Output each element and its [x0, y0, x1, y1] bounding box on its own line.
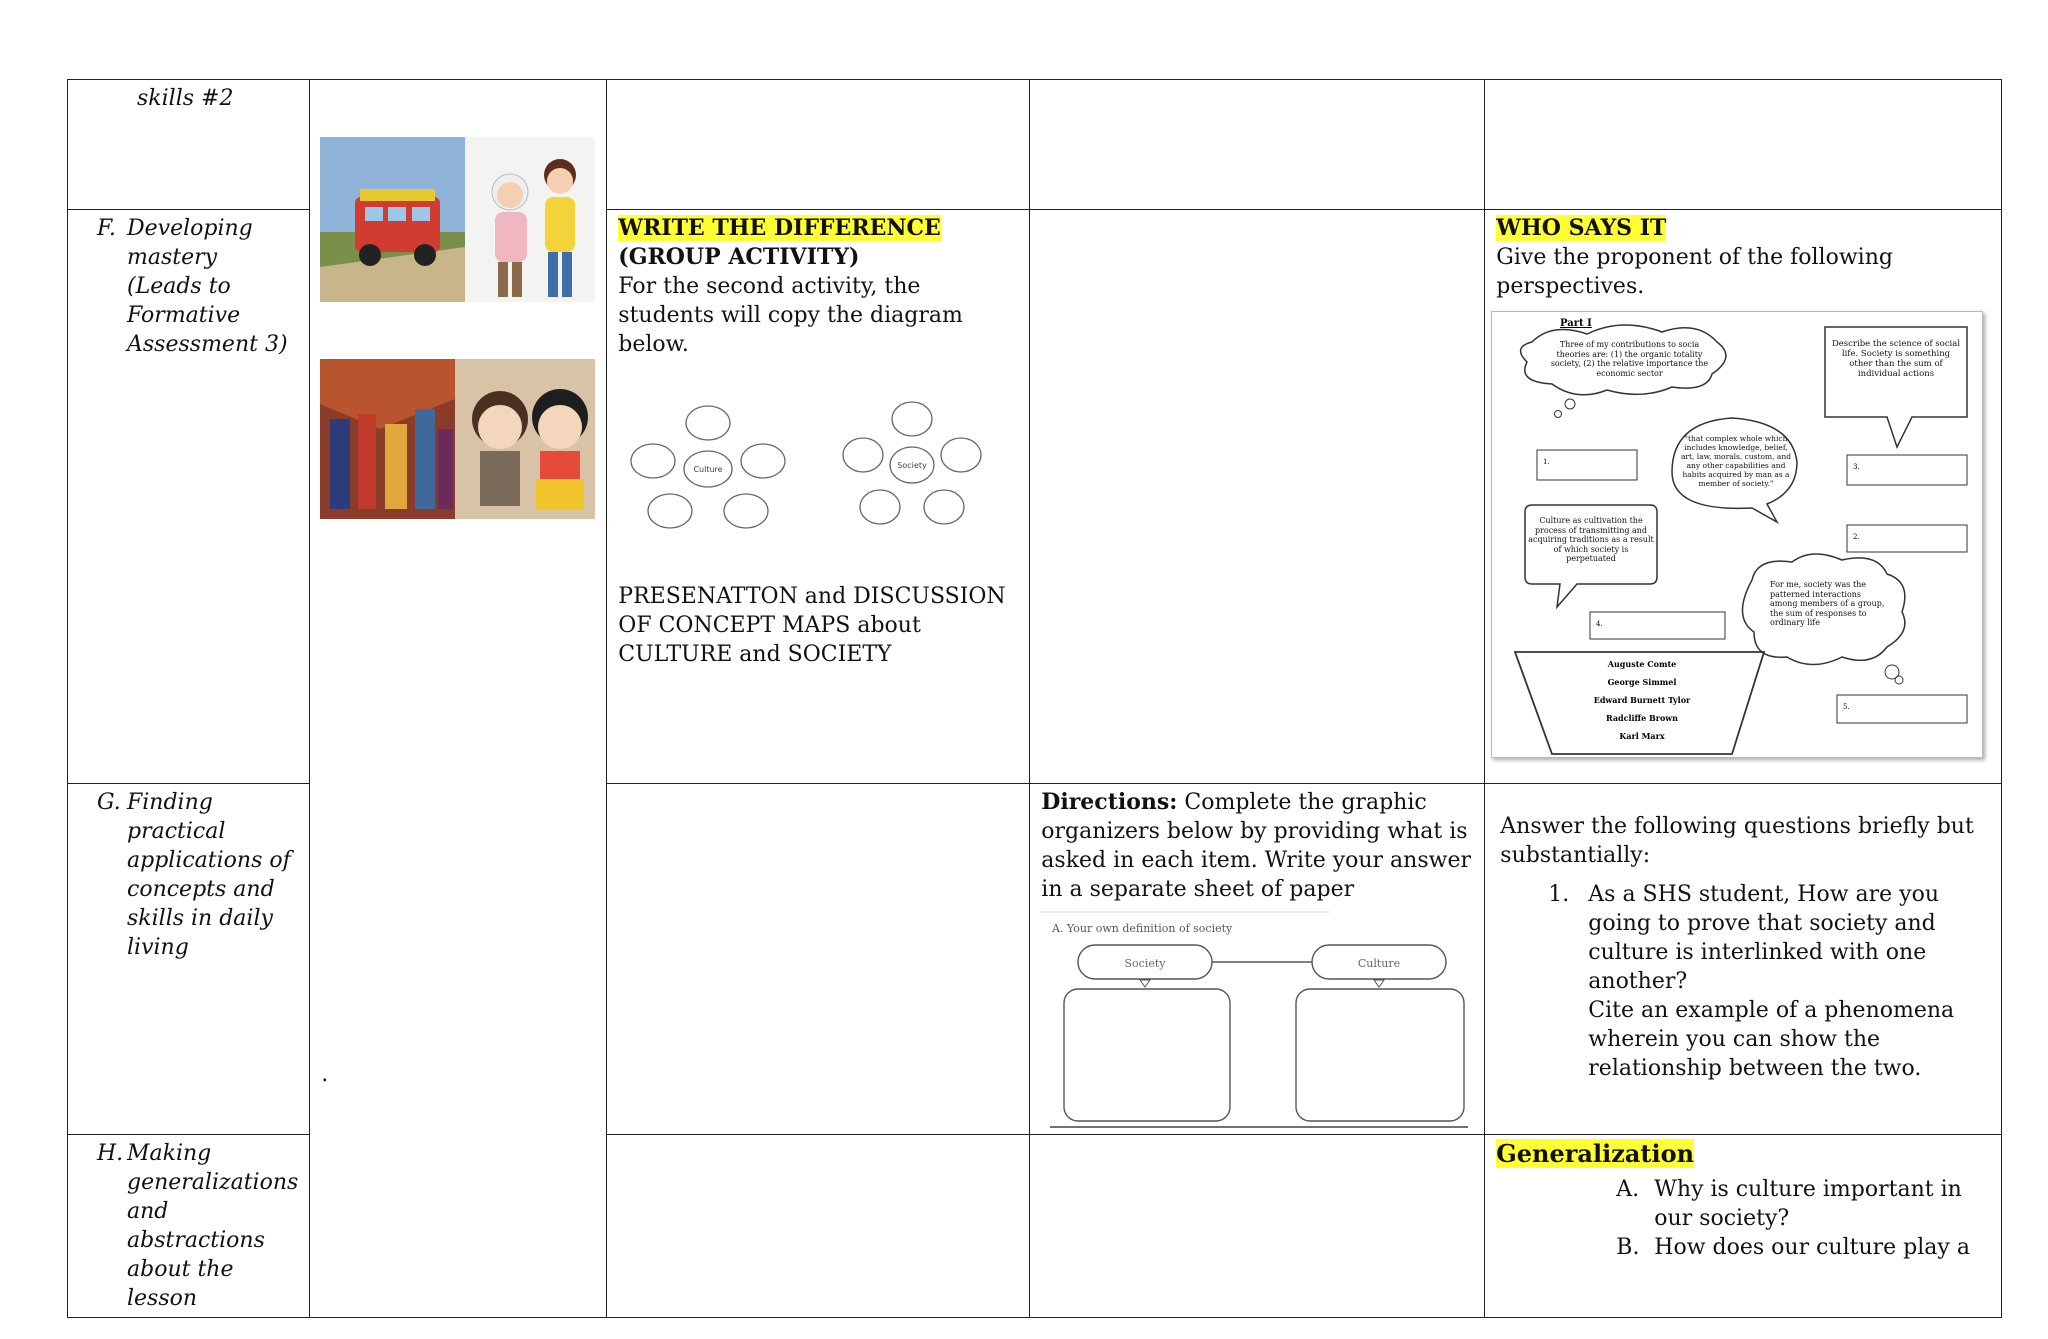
item-text: How does our culture play a	[1654, 1235, 1970, 1260]
row-label-skills	[68, 80, 310, 210]
tylor-quote: "that complex whole which includes knowledge, belief, art, law, morals, custom, and any other capabilities and habits acquired by man as a member of society."	[1681, 434, 1792, 488]
lesson-plan-table	[67, 79, 2002, 1318]
name-option: Karl Marx	[1619, 731, 1665, 741]
row-text: Developing mastery (Leads to Formative Assessment 3)	[127, 216, 288, 357]
blank-label-5: 5.	[1843, 703, 1850, 711]
directions-text	[1041, 788, 1473, 904]
generalization-list	[1496, 1175, 1990, 1262]
concept-maps-svg	[618, 383, 1018, 553]
empty-cell	[1485, 80, 2002, 210]
who-says-cell	[1485, 210, 2002, 784]
row-label-f	[68, 210, 310, 784]
directions-label: Directions:	[1041, 789, 1178, 815]
empty-cell	[1030, 1135, 1485, 1318]
question-item	[1576, 880, 1990, 1083]
cloud-quote-1: Three of my contributions to socia theories are: (1) the organic totality society, (2) the relative importance the economic sector	[1551, 340, 1709, 378]
question-text: 1. As a SHS student, How are you going to prove that society and culture is interlinked with one another?	[1588, 882, 1940, 994]
write-difference-cell	[607, 210, 1030, 784]
culture-label: Culture	[1358, 957, 1401, 970]
row-label-h	[68, 1135, 310, 1318]
write-difference-title: WRITE THE DIFFERENCE	[618, 215, 941, 241]
directions-body: Complete the graphic organizers below by providing what is asked in each item. Write your answer in a separate sheet of paper	[1041, 790, 1472, 902]
empty-cell	[607, 784, 1030, 1135]
science-quote: Describe the science of social life. Society is something other than the sum of individual actions	[1832, 339, 1961, 379]
answer-intro: Answer the following questions briefly but substantially:	[1500, 814, 1974, 868]
cultivation-quote: Culture as cultivation the process of transmitting and acquiring traditions as a result of which society is perpetuated	[1528, 516, 1655, 563]
who-says-title: WHO SAYS IT	[1496, 215, 1667, 241]
row-text: Making generalizations and abstractions about the lesson	[127, 1141, 299, 1311]
blank-label-2: 2.	[1853, 533, 1860, 541]
part-label: Part I	[1560, 318, 1593, 329]
who-says-body: Give the proponent of the following perspectives.	[1496, 245, 1893, 299]
presentation-text: PRESENATTON and DISCUSSION OF CONCEPT MAPS about CULTURE and SOCIETY	[618, 584, 1006, 667]
society-label: Society	[1124, 957, 1166, 970]
group-activity-label: (GROUP ACTIVITY)	[618, 244, 860, 270]
generalization-item	[1616, 1233, 1990, 1262]
generalization-title: Generalization	[1496, 1139, 1695, 1168]
name-option: Edward Burnett Tylor	[1594, 695, 1691, 705]
name-option: George Simmel	[1607, 677, 1677, 687]
question-follow-up: Cite an example of a phenomena wherein you can show the relationship between the two.	[1588, 998, 1955, 1081]
skills-label: skills #2	[137, 86, 234, 111]
who-says-worksheet	[1491, 311, 1983, 758]
jeepney-couple-image	[320, 137, 595, 302]
answer-cell	[1485, 784, 2002, 1135]
item-letter: A.	[1616, 1177, 1640, 1202]
stray-dot: .	[321, 1062, 329, 1087]
graphic-organizer	[1030, 910, 1470, 1130]
empty-cell	[607, 1135, 1030, 1318]
name-option: Auguste Comte	[1608, 659, 1677, 669]
cloud-quote-2: For me, society was the patterned interactions among members of a group, the sum of responses to ordinary life	[1770, 580, 1885, 627]
society-node-label: Society	[897, 461, 927, 470]
festival-children-image	[320, 359, 595, 519]
row-letter: H.	[97, 1141, 124, 1166]
row-letter: F.	[97, 216, 116, 241]
blank-label-4: 4.	[1596, 620, 1603, 628]
generalization-cell	[1485, 1135, 2002, 1318]
write-difference-body: For the second activity, the students will copy the diagram below.	[618, 274, 963, 357]
row-text: Finding practical applications of concepts and skills in daily living	[127, 790, 291, 960]
row-label-g	[68, 784, 310, 1135]
row-letter: G.	[97, 790, 121, 815]
generalization-item	[1616, 1175, 1990, 1233]
organizer-svg	[1030, 910, 1470, 1130]
culture-node-label: Culture	[693, 465, 723, 474]
empty-cell	[1030, 80, 1485, 210]
item-letter: B.	[1616, 1235, 1640, 1260]
images-column	[310, 80, 607, 1318]
blank-label-3: 3.	[1853, 463, 1860, 471]
worksheet-svg	[1492, 312, 1982, 757]
name-option: Radcliffe Brown	[1606, 713, 1679, 723]
item-text: Why is culture important in our society?	[1654, 1177, 1962, 1231]
empty-cell	[607, 80, 1030, 210]
concept-map-diagrams	[618, 383, 1018, 563]
empty-cell	[1030, 210, 1485, 784]
organizer-title: A. Your own definition of society	[1052, 922, 1233, 935]
directions-cell	[1030, 784, 1485, 1135]
blank-label-1: 1.	[1543, 458, 1550, 466]
question-list	[1496, 880, 1990, 1083]
